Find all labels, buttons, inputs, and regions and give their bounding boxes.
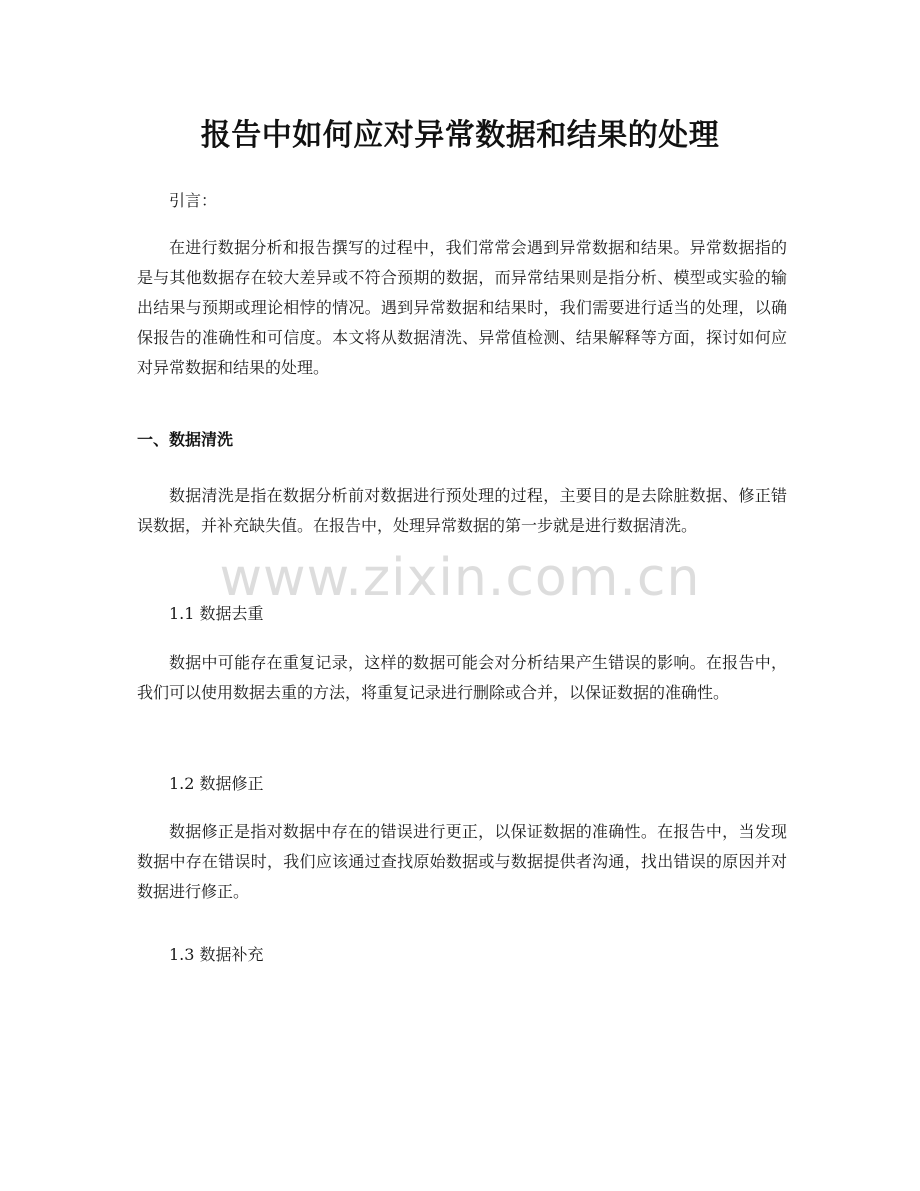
subsection-paragraph-correction: 数据修正是指对数据中存在的错误进行更正，以保证数据的准确性。在报告中，当发现数据中存在错误时，我们应该通过查找原始数据或与数据提供者沟通，找出错误的原因并对数据进行修正。 (137, 822, 787, 901)
watermark: www.zixin.com.cn (219, 548, 701, 608)
subsection-heading-dedup: 1.1 数据去重 (169, 604, 264, 623)
section-paragraph-data-cleaning: 数据清洗是指在数据分析前对数据进行预处理的过程，主要目的是去除脏数据、修正错误数据，并补充缺失值。在报告中，处理异常数据的第一步就是进行数据清洗。 (137, 486, 787, 535)
intro-label: 引言： (169, 191, 218, 210)
subsection-heading-correction: 1.2 数据修正 (169, 774, 264, 793)
subsection-paragraph-dedup: 数据中可能存在重复记录，这样的数据可能会对分析结果产生错误的影响。在报告中，我们可以使用数据去重的方法，将重复记录进行删除或合并，以保证数据的准确性。 (137, 653, 787, 702)
intro-paragraph: 在进行数据分析和报告撰写的过程中，我们常常会遇到异常数据和结果。异常数据指的是与其他数据存在较大差异或不符合预期的数据，而异常结果则是指分析、模型或实验的输出结果与预期或理论相悖的情况。遇到异常数据和结果时，我们需要进行适当的处理，以确保报告的准确性和可信度。本文将从数据清洗、异常值检测、结果解释等方面，探讨如何应对异常数据和结果的处理。 (137, 238, 787, 377)
page-title: 报告中如何应对异常数据和结果的处理 (200, 118, 720, 153)
subsection-heading-supplement: 1.3 数据补充 (169, 945, 264, 964)
section-heading-data-cleaning: 一、数据清洗 (137, 430, 234, 449)
